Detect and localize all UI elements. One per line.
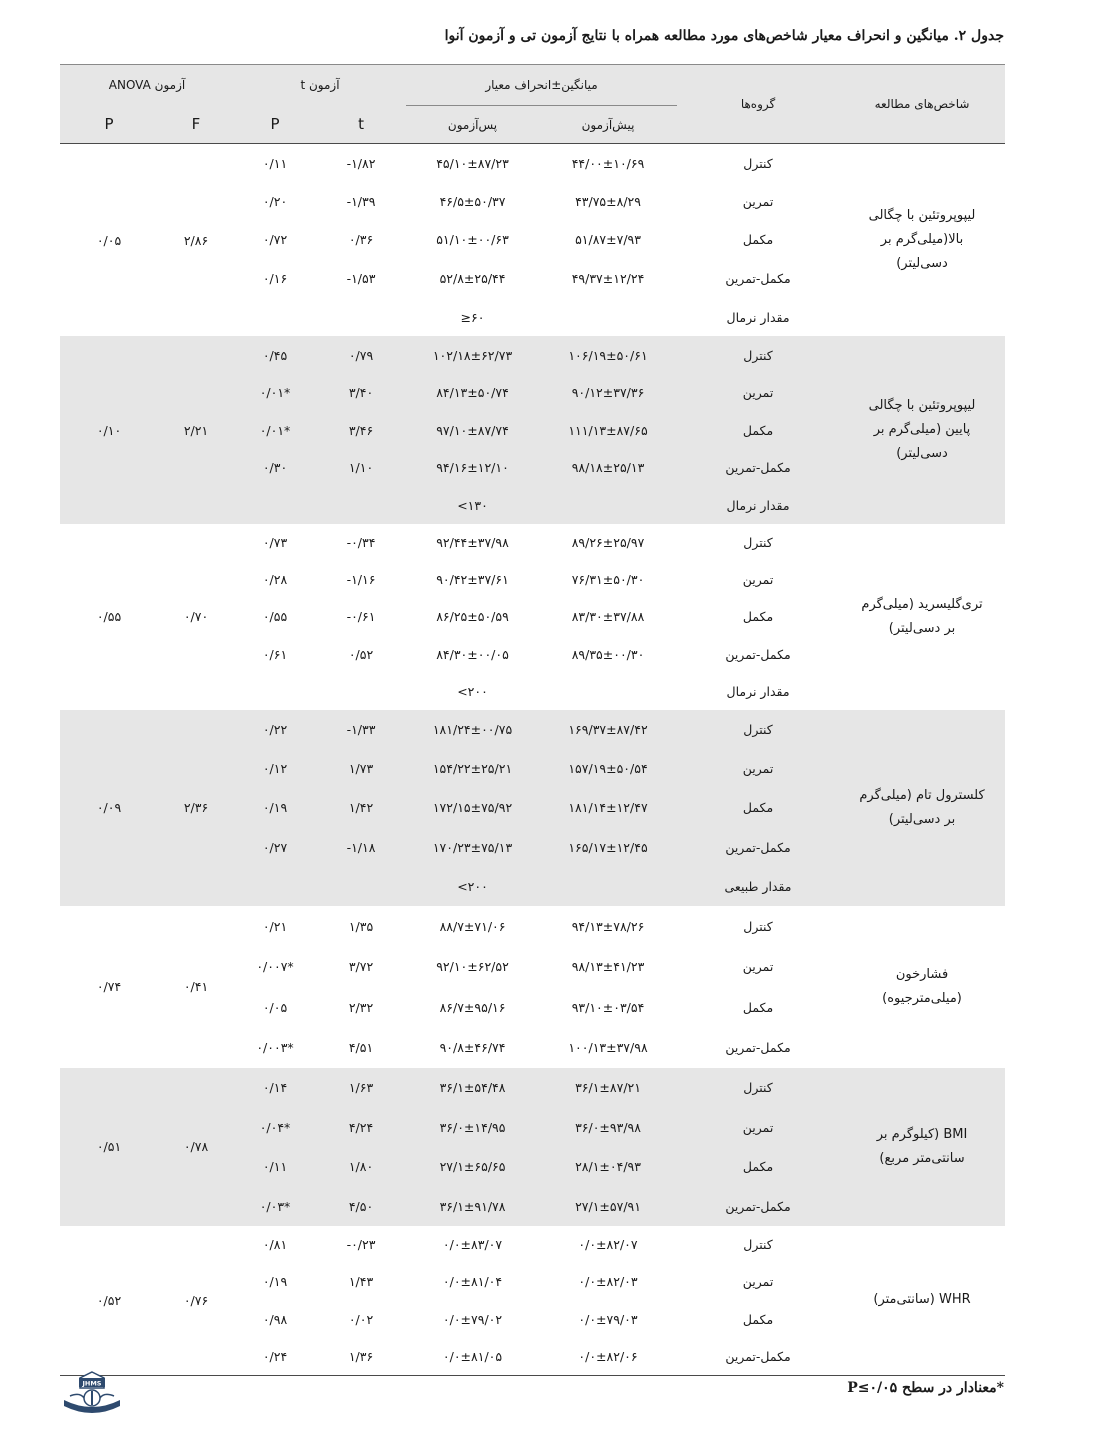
group-name: مکمل (742, 1311, 774, 1327)
p-value: ۰/۲۴ (262, 1348, 288, 1364)
t-value: ۳/۴۶ (316, 411, 406, 449)
pretest-value: ۱۶۵/۱۷±۱۲/۴۵ (539, 827, 677, 866)
posttest-value: ≥۶۰ (460, 309, 485, 325)
table-section (60, 906, 1005, 1068)
anova-p-value: ۰/۰۵ (96, 232, 122, 248)
posttest-value: <۲۰۰ (406, 867, 539, 906)
pretest-value: ۹۰/۱۲±۳۷/۳۶ (539, 374, 677, 412)
posttest-value: ۹۲/۴۴±۳۷/۹۸ (436, 535, 509, 551)
pretest-value: ۱۰۰/۱۳±۳۷/۹۸ (568, 1040, 648, 1056)
group-name: کنترل (743, 535, 773, 551)
pretest-value: ۹۸/۱۸±۲۵/۱۳ (539, 449, 677, 487)
p-value: ۰/۱۹ (234, 788, 316, 827)
table-row (60, 906, 1005, 947)
t-value: ۳/۴۰ (316, 374, 406, 412)
group-name: تمرین (677, 1107, 839, 1147)
posttest-value: ۱۵۴/۲۲±۲۵/۲۱ (406, 749, 539, 788)
anova-p-value: ۰/۵۵ (96, 609, 122, 625)
t-value (316, 486, 406, 524)
group-name: مکمل (742, 232, 774, 248)
posttest-value: ۹۷/۱۰±۸۷/۷۴ (406, 411, 539, 449)
p-value: ۰/۶۱ (262, 646, 288, 662)
table-caption: جدول ۲. میانگین و انحراف معیار شاخص‌های مورد مطالعه همراه با نتایج آزمون تی و آزمون آنوا (444, 28, 1004, 44)
t-value: ۱/۷۳ (316, 749, 406, 788)
p-value: ۰/۰۱* (234, 411, 316, 449)
p-value: ۰/۱۴ (234, 1068, 316, 1108)
table-row (60, 1068, 1005, 1108)
posttest-value: ۰/۰±۸۱/۰۵ (442, 1348, 503, 1364)
header-anova: آزمون ANOVA (60, 65, 234, 106)
p-value: ۰/۲۰ (262, 193, 288, 209)
t-value: ۴/۲۴ (316, 1107, 406, 1147)
posttest-value: ۹۲/۱۰±۶۲/۵۲ (436, 959, 509, 975)
pretest-value: ۱۶۹/۳۷±۸۷/۴۲ (539, 710, 677, 749)
pretest-value: ۴۴/۰۰±۱۰/۶۹ (571, 155, 645, 171)
posttest-value: ۱۸۱/۲۴±۰۰/۷۵ (406, 710, 539, 749)
t-value: ۲/۳۲ (348, 999, 374, 1015)
pretest-value: ۰/۰±۷۹/۰۳ (578, 1311, 638, 1327)
group-name: کنترل (743, 155, 773, 171)
p-value: ۰/۴۵ (234, 336, 316, 374)
posttest-value: ۵۲/۸±۲۵/۴۴ (439, 271, 506, 287)
pretest-value: ۳۶/۱±۸۷/۲۱ (539, 1068, 677, 1108)
table-row (60, 144, 1005, 183)
posttest-value: ۸۴/۳۰±۰۰/۰۵ (436, 646, 509, 662)
header-p-anova: P (60, 106, 158, 144)
pretest-value: ۳۶/۰±۹۳/۹۸ (539, 1107, 677, 1147)
group-name: کنترل (677, 336, 839, 374)
p-value: ۰/۳۰ (234, 449, 316, 487)
t-value (316, 673, 406, 710)
posttest-value: ۹۴/۱۶±۱۲/۱۰ (406, 449, 539, 487)
group-name: مقدار نرمال (726, 309, 790, 325)
posttest-value: ۵۱/۱۰±۰۰/۶۳ (436, 232, 509, 248)
p-value: ۰/۱۱ (262, 155, 288, 171)
posttest-value: ۰/۰±۷۹/۰۲ (442, 1311, 503, 1327)
pretest-value: ۹۸/۱۳±۴۱/۲۳ (571, 959, 645, 975)
p-value: ۰/۲۲ (234, 710, 316, 749)
header-groups: گروه‌ها (677, 65, 839, 144)
t-value: ۱/۳۶ (348, 1348, 374, 1364)
group-name: مکمل-تمرین (725, 646, 791, 662)
header-t: t (316, 106, 406, 144)
table-section (60, 144, 1005, 337)
pretest-value: ۹۴/۱۳±۷۸/۲۶ (571, 918, 645, 934)
posttest-value: ۱۰۲/۱۸±۶۲/۷۳ (406, 336, 539, 374)
posttest-value: ۲۷/۱±۶۵/۶۵ (406, 1147, 539, 1187)
p-value: ۰/۱۶ (262, 271, 288, 287)
t-value (316, 867, 406, 906)
group-name: مکمل (677, 788, 839, 827)
t-value: ۱/۳۵ (348, 918, 374, 934)
p-value (234, 867, 316, 906)
pretest-value: ۸۹/۳۵±۰۰/۳۰ (571, 646, 645, 662)
posttest-value: ۸۶/۷±۹۵/۱۶ (439, 999, 506, 1015)
posttest-value: ۳۶/۰±۱۴/۹۵ (406, 1107, 539, 1147)
group-name: مکمل-تمرین (677, 827, 839, 866)
table-section (60, 1226, 1005, 1376)
p-value (234, 673, 316, 710)
table-section (60, 336, 1005, 524)
p-value: ۰/۱۲ (234, 749, 316, 788)
t-value: -۰/۲۳ (346, 1237, 376, 1253)
pretest-value (539, 298, 677, 337)
variable-name: کلسترول تام (میلی‌گرم بر دسی‌لیتر) (839, 710, 1005, 906)
t-value: ۰/۰۲ (348, 1311, 374, 1327)
t-value: ۱/۱۰ (316, 449, 406, 487)
group-name: تمرین (742, 959, 774, 975)
group-name: مکمل (742, 609, 774, 625)
t-value: ۴/۵۰ (316, 1186, 406, 1226)
posttest-value: ۱۷۲/۱۵±۷۵/۹۲ (406, 788, 539, 827)
t-value: -۱/۸۲ (346, 155, 376, 171)
posttest-value: ۳۶/۱±۵۴/۴۸ (406, 1068, 539, 1108)
pretest-value: ۱۸۱/۱۴±۱۲/۴۷ (539, 788, 677, 827)
anova-p-value: ۰/۱۰ (60, 336, 158, 524)
p-value: ۰/۲۱ (262, 918, 288, 934)
group-name: تمرین (677, 374, 839, 412)
header-pretest: پیش‌آزمون (539, 106, 677, 144)
table-section (60, 1068, 1005, 1226)
anova-f-value: ۰/۴۱ (183, 979, 209, 995)
t-value: -۰/۶۱ (346, 609, 376, 625)
variable-name: تری‌گلیسرید (میلی‌گرم بر دسی‌لیتر) (861, 596, 983, 636)
p-value: ۰/۰۱* (234, 374, 316, 412)
group-name: کنترل (677, 1068, 839, 1108)
pretest-value: ۸۳/۳۰±۳۷/۸۸ (571, 609, 645, 625)
pretest-value: ۹۳/۱۰±۰۳/۵۴ (571, 999, 645, 1015)
p-value (234, 298, 316, 337)
group-name: مکمل-تمرین (677, 449, 839, 487)
t-value (316, 298, 406, 337)
header-mean-sd: میانگین±انحراف معیار (406, 65, 677, 106)
anova-f-value: ۲/۲۱ (158, 336, 234, 524)
p-value: ۰/۷۳ (262, 535, 288, 551)
table-section (60, 524, 1005, 710)
posttest-value: ۴۶/۵±۵۰/۳۷ (439, 193, 506, 209)
header-f: F (158, 106, 234, 144)
group-name: مکمل-تمرین (725, 1348, 791, 1364)
posttest-value: ۸۸/۷±۷۱/۰۶ (439, 918, 506, 934)
pretest-value: ۷۶/۳۱±۵۰/۳۰ (571, 572, 645, 588)
group-name: مکمل-تمرین (725, 271, 791, 287)
header-posttest: پس‌آزمون (406, 106, 539, 144)
anova-f-value: ۲/۸۶ (183, 232, 209, 248)
posttest-value: ۸۴/۱۳±۵۰/۷۴ (406, 374, 539, 412)
p-value: ۰/۲۸ (262, 572, 288, 588)
posttest-value: ۰/۰±۸۱/۰۴ (442, 1274, 503, 1290)
t-value: ۱/۴۲ (316, 788, 406, 827)
t-value: -۱/۳۹ (346, 193, 376, 209)
group-name: کنترل (677, 710, 839, 749)
footnote: *معنادار در سطح P≤۰/۰۵ (847, 1380, 1004, 1396)
pretest-value: ۱۵۷/۱۹±۵۰/۵۴ (539, 749, 677, 788)
t-value: -۱/۵۳ (346, 271, 376, 287)
p-value: ۰/۸۱ (262, 1237, 288, 1253)
table-section (60, 710, 1005, 906)
pretest-value: ۸۹/۲۶±۲۵/۹۷ (571, 535, 645, 551)
posttest-value: ۴۵/۱۰±۸۷/۲۳ (436, 155, 509, 171)
p-value: ۰/۵۵ (262, 609, 288, 625)
header-t-test: آزمون t (234, 65, 406, 106)
header-variable: شاخص‌های مطالعه (839, 65, 1005, 144)
pretest-value: ۴۳/۷۵±۸/۲۹ (575, 193, 641, 209)
posttest-value: ۳۶/۱±۹۱/۷۸ (406, 1186, 539, 1226)
t-value: ۰/۷۹ (316, 336, 406, 374)
logo-text: JHMS (82, 1379, 102, 1388)
variable-name: BMI (کیلوگرم بر سانتی‌متر مربع) (839, 1068, 1005, 1226)
p-value: ۰/۱۱ (234, 1147, 316, 1187)
group-name: تمرین (742, 193, 774, 209)
group-name: تمرین (677, 749, 839, 788)
posttest-value: <۱۳۰ (406, 486, 539, 524)
posttest-value: <۲۰۰ (457, 683, 488, 699)
journal-logo (60, 1370, 124, 1420)
table-header (60, 65, 1005, 144)
anova-f-value: ۰/۷۰ (183, 609, 209, 625)
table-row (60, 524, 1005, 561)
header-p-t: P (234, 106, 316, 144)
posttest-value: ۸۶/۲۵±۵۰/۵۹ (436, 609, 509, 625)
pretest-value (539, 673, 677, 710)
table-row (60, 710, 1005, 749)
t-value: ۳/۷۲ (348, 959, 374, 975)
pretest-value (539, 486, 677, 524)
p-value: ۰/۰۰۷* (256, 959, 294, 975)
pretest-value: ۲۸/۱±۰۴/۹۳ (539, 1147, 677, 1187)
group-name: کنترل (743, 918, 773, 934)
p-value: ۰/۰۵ (262, 999, 288, 1015)
t-value: ۱/۶۳ (316, 1068, 406, 1108)
pretest-value: ۰/۰±۸۲/۰۶ (578, 1348, 638, 1364)
table-row (60, 1226, 1005, 1263)
p-value: ۰/۲۷ (234, 827, 316, 866)
group-name: مکمل (677, 1147, 839, 1187)
t-value: -۰/۳۴ (346, 535, 376, 551)
pretest-value: ۲۷/۱±۵۷/۹۱ (539, 1186, 677, 1226)
variable-name: فشارخون (میلی‌مترجیوه) (882, 966, 962, 1006)
p-value: ۰/۷۲ (262, 232, 288, 248)
posttest-value: ۰/۰±۸۳/۰۷ (442, 1237, 503, 1253)
group-name: کنترل (743, 1237, 773, 1253)
t-value: ۱/۴۳ (348, 1274, 374, 1290)
pretest-value: ۵۱/۸۷±۷/۹۳ (575, 232, 641, 248)
t-value: ۱/۸۰ (316, 1147, 406, 1187)
pretest-value: ۱۰۶/۱۹±۵۰/۶۱ (539, 336, 677, 374)
p-value: ۰/۰۰۳* (256, 1040, 294, 1056)
variable-name: لیپوپروتئین با چگالی بالا(میلی‌گرم بر دسی‌لیتر) (868, 208, 976, 272)
anova-p-value: ۰/۷۴ (96, 979, 122, 995)
anova-p-value: ۰/۵۱ (60, 1068, 158, 1226)
group-name: تمرین (742, 572, 774, 588)
pretest-value: ۱۱۱/۱۳±۸۷/۶۵ (539, 411, 677, 449)
posttest-value: ۱۷۰/۲۳±۷۵/۱۳ (406, 827, 539, 866)
variable-name: WHR (سانتی‌متر) (873, 1292, 971, 1308)
pretest-value: ۰/۰±۸۲/۰۳ (578, 1274, 638, 1290)
group-name: مقدار طبیعی (677, 867, 839, 906)
group-name: تمرین (742, 1274, 774, 1290)
p-value: ۰/۱۹ (262, 1274, 288, 1290)
anova-p-value: ۰/۰۹ (60, 710, 158, 906)
t-value: ۴/۵۱ (348, 1040, 374, 1056)
anova-f-value: ۲/۳۶ (158, 710, 234, 906)
pretest-value: ۰/۰±۸۲/۰۷ (578, 1237, 638, 1253)
t-value: ۰/۳۶ (348, 232, 374, 248)
t-value: ۰/۵۲ (348, 646, 374, 662)
p-value (234, 486, 316, 524)
results-table (60, 64, 1005, 1376)
anova-p-value: ۰/۵۲ (96, 1292, 122, 1308)
p-value: ۰/۰۳* (234, 1186, 316, 1226)
p-value: ۰/۰۴* (234, 1107, 316, 1147)
group-name: مکمل-تمرین (725, 1040, 791, 1056)
pretest-value (539, 867, 677, 906)
t-value: -۱/۱۸ (316, 827, 406, 866)
variable-name: لیپوپروتئین با چگالی پایین (میلی‌گرم بر دسی‌لیتر) (839, 336, 1005, 524)
group-name: مکمل-تمرین (677, 1186, 839, 1226)
group-name: مکمل (742, 999, 774, 1015)
group-name: مکمل (677, 411, 839, 449)
t-value: -۱/۳۳ (316, 710, 406, 749)
p-value: ۰/۹۸ (262, 1311, 288, 1327)
t-value: -۱/۱۶ (346, 572, 376, 588)
group-name: مقدار نرمال (677, 486, 839, 524)
table-row (60, 336, 1005, 374)
group-name: مقدار نرمال (726, 683, 790, 699)
posttest-value: ۹۰/۴۲±۳۷/۶۱ (436, 572, 509, 588)
anova-f-value: ۰/۷۸ (158, 1068, 234, 1226)
anova-f-value: ۰/۷۶ (183, 1292, 209, 1308)
pretest-value: ۴۹/۳۷±۱۲/۲۴ (571, 271, 645, 287)
posttest-value: ۹۰/۸±۴۶/۷۴ (439, 1040, 506, 1056)
